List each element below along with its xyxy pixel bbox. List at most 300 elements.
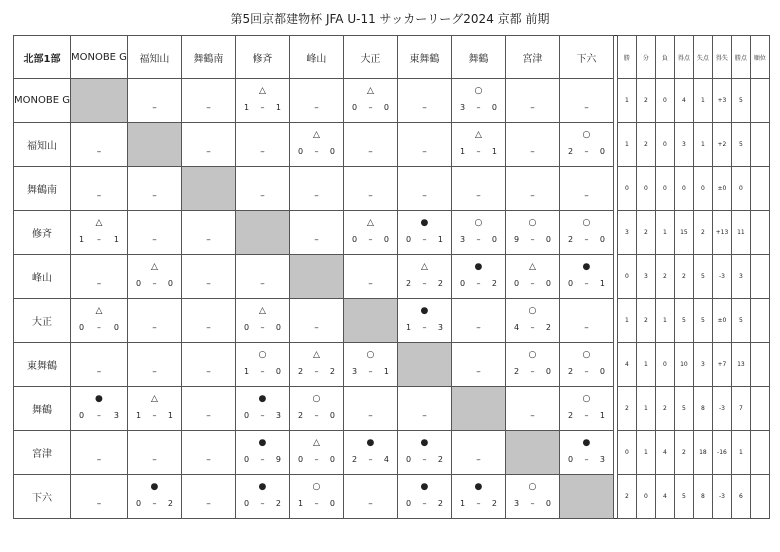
unplayed-dash: – <box>96 191 102 201</box>
goals-against: 0 <box>545 279 551 288</box>
score-separator: – <box>260 367 265 376</box>
column-header-team: 大正 <box>343 36 397 79</box>
unplayed-dash: – <box>314 323 319 333</box>
goals-for: 1 <box>459 147 466 156</box>
unplayed-dash: – <box>530 191 535 201</box>
score-separator: – <box>530 323 535 332</box>
result-cell <box>397 123 451 167</box>
goals-for: 0 <box>135 499 142 508</box>
result-cell <box>505 123 559 167</box>
unplayed-dash: – <box>206 455 211 465</box>
result-cell <box>235 431 289 475</box>
result-cell <box>181 79 235 123</box>
result-cell <box>559 79 613 123</box>
result-cell <box>505 255 559 299</box>
unplayed-dash: – <box>96 147 102 157</box>
goals-for: 2 <box>567 411 574 420</box>
goals-for: 4 <box>513 323 520 332</box>
diagonal-cell <box>289 255 343 299</box>
result-symbol: ● <box>366 438 375 448</box>
result-cell <box>397 255 451 299</box>
unplayed-dash: – <box>530 411 535 421</box>
result-symbol: △ <box>150 262 158 272</box>
result-symbol: ● <box>582 262 591 272</box>
stat-cell: 4 <box>617 343 636 387</box>
column-header-stat: 勝 <box>617 36 636 79</box>
stat-cell: 2 <box>636 211 655 255</box>
goals-against: 3 <box>275 411 281 420</box>
goals-against: 1 <box>383 367 389 376</box>
goals-against: 0 <box>545 235 551 244</box>
stat-cell <box>750 167 769 211</box>
goals-for: 1 <box>405 323 412 332</box>
result-cell <box>451 299 505 343</box>
result-cell <box>289 167 343 211</box>
goals-against: 3 <box>599 455 605 464</box>
table-row <box>14 475 770 519</box>
goals-for: 1 <box>297 499 304 508</box>
stat-cell: 0 <box>636 475 655 519</box>
result-cell <box>289 299 343 343</box>
table-row <box>14 79 770 123</box>
stat-cell: ±0 <box>712 299 731 343</box>
column-header-team: 舞鶴南 <box>181 36 235 79</box>
goals-against: 0 <box>599 235 605 244</box>
score-separator: – <box>96 323 101 332</box>
score-line <box>398 235 451 244</box>
result-cell <box>289 475 343 519</box>
result-cell <box>289 387 343 431</box>
goals-against: 3 <box>113 411 119 420</box>
result-symbol: ● <box>258 394 267 404</box>
diagonal-cell <box>559 475 613 519</box>
stat-cell <box>750 211 769 255</box>
goals-for: 0 <box>567 279 574 288</box>
result-symbol: △ <box>312 130 320 140</box>
stat-cell: 1 <box>617 79 636 123</box>
unplayed-dash: – <box>152 191 157 201</box>
diagonal-cell <box>505 431 559 475</box>
result-symbol: ○ <box>366 350 375 360</box>
column-header-team: MONOBE G <box>70 36 127 79</box>
result-symbol: △ <box>258 86 266 96</box>
score-line <box>452 279 505 288</box>
goals-for: 3 <box>459 103 466 112</box>
score-separator: – <box>260 103 265 112</box>
result-cell <box>235 299 289 343</box>
score-line <box>344 103 397 112</box>
goals-for: 0 <box>243 411 250 420</box>
column-header-team: 宮津 <box>505 36 559 79</box>
result-symbol: △ <box>150 394 158 404</box>
result-symbol: △ <box>366 218 374 228</box>
goals-for: 0 <box>459 279 466 288</box>
result-symbol: ● <box>474 482 483 492</box>
score-separator: – <box>530 279 535 288</box>
goals-against: 0 <box>491 103 497 112</box>
result-cell <box>70 123 127 167</box>
score-line <box>560 367 613 376</box>
stat-cell: 0 <box>655 79 674 123</box>
goals-against: 1 <box>599 411 605 420</box>
score-separator: – <box>260 499 265 508</box>
score-line <box>71 235 127 244</box>
result-symbol: ● <box>258 482 267 492</box>
goals-for: 2 <box>351 455 358 464</box>
score-separator: – <box>152 279 157 288</box>
stat-cell: 1 <box>617 299 636 343</box>
score-separator: – <box>422 455 427 464</box>
result-cell <box>451 211 505 255</box>
result-cell <box>235 79 289 123</box>
score-line <box>71 323 127 332</box>
result-cell <box>235 343 289 387</box>
stat-cell: 5 <box>674 299 693 343</box>
result-cell <box>397 299 451 343</box>
column-header-stat: 順位 <box>750 36 769 79</box>
result-symbol: ● <box>420 482 429 492</box>
stat-cell: 8 <box>693 475 712 519</box>
stat-cell <box>750 387 769 431</box>
goals-for: 2 <box>513 367 520 376</box>
diagonal-cell <box>181 167 235 211</box>
stat-cell: -3 <box>712 387 731 431</box>
score-separator: – <box>422 323 427 332</box>
goals-against: 2 <box>545 323 551 332</box>
goals-against: 1 <box>113 235 119 244</box>
unplayed-dash: – <box>96 279 102 289</box>
goals-for: 0 <box>405 235 412 244</box>
unplayed-dash: – <box>260 147 265 157</box>
goals-against: 0 <box>329 499 335 508</box>
diagonal-cell <box>235 211 289 255</box>
goals-for: 0 <box>351 235 358 244</box>
result-symbol: △ <box>258 306 266 316</box>
row-team-name: 福知山 <box>14 123 71 167</box>
goals-for: 0 <box>78 411 85 420</box>
result-cell <box>505 211 559 255</box>
score-line <box>236 367 289 376</box>
result-cell <box>505 387 559 431</box>
result-cell <box>559 343 613 387</box>
result-cell <box>451 343 505 387</box>
stat-cell: 1 <box>731 431 750 475</box>
score-line <box>236 455 289 464</box>
unplayed-dash: – <box>206 411 211 421</box>
result-cell <box>343 123 397 167</box>
result-symbol: ○ <box>582 130 591 140</box>
score-separator: – <box>476 279 481 288</box>
stat-cell: 11 <box>731 211 750 255</box>
result-cell <box>70 167 127 211</box>
result-symbol: △ <box>312 438 320 448</box>
unplayed-dash: – <box>314 103 319 113</box>
score-line <box>128 279 181 288</box>
result-cell <box>397 431 451 475</box>
goals-against: 0 <box>329 455 335 464</box>
score-line <box>560 279 613 288</box>
goals-against: 0 <box>599 367 605 376</box>
stat-cell: 0 <box>655 167 674 211</box>
result-cell <box>559 211 613 255</box>
stat-cell: -3 <box>712 475 731 519</box>
score-separator: – <box>422 499 427 508</box>
unplayed-dash: – <box>584 191 589 201</box>
score-line <box>506 367 559 376</box>
result-symbol: △ <box>366 86 374 96</box>
goals-against: 2 <box>491 279 497 288</box>
stat-cell <box>750 475 769 519</box>
stat-cell: 15 <box>674 211 693 255</box>
goals-against: 2 <box>491 499 497 508</box>
goals-against: 0 <box>113 323 119 332</box>
result-cell <box>343 431 397 475</box>
score-separator: – <box>314 499 319 508</box>
unplayed-dash: – <box>476 323 481 333</box>
diagonal-cell <box>70 79 127 123</box>
stat-cell: 2 <box>655 255 674 299</box>
result-cell <box>181 431 235 475</box>
score-separator: – <box>368 103 373 112</box>
unplayed-dash: – <box>368 499 373 509</box>
stat-cell: 4 <box>674 79 693 123</box>
goals-against: 2 <box>437 279 443 288</box>
goals-against: 0 <box>599 147 605 156</box>
result-cell <box>343 79 397 123</box>
goals-for: 9 <box>513 235 520 244</box>
goals-against: 9 <box>275 455 281 464</box>
unplayed-dash: – <box>476 367 481 377</box>
result-cell <box>235 255 289 299</box>
unplayed-dash: – <box>260 191 265 201</box>
result-cell <box>505 167 559 211</box>
goals-for: 1 <box>243 103 250 112</box>
stat-cell: 0 <box>617 431 636 475</box>
stat-cell: 2 <box>636 123 655 167</box>
row-team-name: 東舞鶴 <box>14 343 71 387</box>
stat-cell: 6 <box>731 475 750 519</box>
result-symbol: ● <box>582 438 591 448</box>
score-separator: – <box>476 499 481 508</box>
result-cell <box>451 431 505 475</box>
stat-cell: 2 <box>617 387 636 431</box>
result-cell <box>451 123 505 167</box>
result-symbol: ○ <box>312 394 321 404</box>
score-line <box>560 411 613 420</box>
score-separator: – <box>584 411 589 420</box>
stat-cell: 0 <box>636 167 655 211</box>
diagonal-cell <box>451 387 505 431</box>
unplayed-dash: – <box>584 103 589 113</box>
stat-cell <box>750 431 769 475</box>
unplayed-dash: – <box>476 191 481 201</box>
stat-cell <box>750 255 769 299</box>
stat-cell: 2 <box>693 211 712 255</box>
score-separator: – <box>476 235 481 244</box>
goals-against: 4 <box>383 455 389 464</box>
goals-against: 0 <box>545 499 551 508</box>
goals-for: 0 <box>297 147 304 156</box>
unplayed-dash: – <box>368 147 373 157</box>
unplayed-dash: – <box>314 235 319 245</box>
result-cell <box>181 255 235 299</box>
unplayed-dash: – <box>152 235 157 245</box>
score-line <box>236 411 289 420</box>
goals-for: 2 <box>567 367 574 376</box>
goals-for: 2 <box>405 279 412 288</box>
result-symbol: ○ <box>258 350 267 360</box>
stat-cell: 2 <box>617 475 636 519</box>
score-line <box>128 411 181 420</box>
score-separator: – <box>260 411 265 420</box>
stat-cell: 3 <box>636 255 655 299</box>
stat-cell: +13 <box>712 211 731 255</box>
goals-against: 2 <box>275 499 281 508</box>
score-separator: – <box>584 367 589 376</box>
goals-against: 1 <box>491 147 497 156</box>
score-line <box>398 279 451 288</box>
score-line <box>290 455 343 464</box>
unplayed-dash: – <box>152 455 157 465</box>
result-cell <box>343 211 397 255</box>
score-separator: – <box>96 411 101 420</box>
stat-cell: 3 <box>693 343 712 387</box>
unplayed-dash: – <box>206 323 211 333</box>
result-symbol: ○ <box>528 350 537 360</box>
score-separator: – <box>530 499 535 508</box>
result-cell <box>505 343 559 387</box>
stat-cell: 1 <box>693 79 712 123</box>
result-cell <box>127 255 181 299</box>
result-cell <box>70 343 127 387</box>
result-cell <box>289 211 343 255</box>
score-line <box>398 323 451 332</box>
stat-cell: 2 <box>636 79 655 123</box>
league-table <box>13 35 770 519</box>
stat-cell: 0 <box>693 167 712 211</box>
unplayed-dash: – <box>422 147 427 157</box>
unplayed-dash: – <box>96 499 102 509</box>
score-line <box>344 235 397 244</box>
goals-for: 1 <box>135 411 142 420</box>
stat-cell: 0 <box>655 343 674 387</box>
goals-for: 0 <box>78 323 85 332</box>
goals-for: 2 <box>297 367 304 376</box>
score-separator: – <box>584 455 589 464</box>
score-line <box>452 235 505 244</box>
score-separator: – <box>314 147 319 156</box>
row-team-name: 舞鶴 <box>14 387 71 431</box>
column-header-stat: 失点 <box>693 36 712 79</box>
column-header-team: 峰山 <box>289 36 343 79</box>
goals-against: 2 <box>437 455 443 464</box>
result-symbol: ○ <box>528 482 537 492</box>
result-cell <box>397 387 451 431</box>
score-separator: – <box>530 235 535 244</box>
result-cell <box>127 299 181 343</box>
result-cell <box>235 475 289 519</box>
score-line <box>236 499 289 508</box>
result-cell <box>505 299 559 343</box>
goals-for: 0 <box>135 279 142 288</box>
table-row <box>14 167 770 211</box>
goals-for: 0 <box>405 455 412 464</box>
goals-against: 0 <box>275 367 281 376</box>
goals-for: 3 <box>513 499 520 508</box>
result-cell <box>451 255 505 299</box>
unplayed-dash: – <box>584 323 589 333</box>
result-cell <box>397 211 451 255</box>
result-symbol: ● <box>420 438 429 448</box>
stat-cell <box>750 79 769 123</box>
result-symbol: △ <box>474 130 482 140</box>
table-row <box>14 299 770 343</box>
score-separator: – <box>368 455 373 464</box>
column-header-stat: 分 <box>636 36 655 79</box>
score-line <box>290 499 343 508</box>
stat-cell: 1 <box>636 343 655 387</box>
goals-against: 3 <box>437 323 443 332</box>
goals-against: 2 <box>167 499 173 508</box>
score-line <box>290 367 343 376</box>
result-symbol: △ <box>420 262 428 272</box>
stat-cell: 2 <box>636 299 655 343</box>
table-row <box>14 211 770 255</box>
result-cell <box>397 167 451 211</box>
result-cell <box>235 387 289 431</box>
result-cell <box>451 475 505 519</box>
result-cell <box>181 299 235 343</box>
row-team-name: MONOBE G <box>14 79 71 123</box>
row-team-name: 修斉 <box>14 211 71 255</box>
unplayed-dash: – <box>260 279 265 289</box>
result-symbol: △ <box>95 306 103 316</box>
goals-for: 1 <box>459 499 466 508</box>
result-cell <box>451 167 505 211</box>
score-separator: – <box>368 367 373 376</box>
score-separator: – <box>260 455 265 464</box>
result-symbol: ● <box>150 482 159 492</box>
stat-cell <box>750 299 769 343</box>
score-separator: – <box>260 323 265 332</box>
table-row <box>14 387 770 431</box>
score-line <box>236 103 289 112</box>
result-cell <box>235 123 289 167</box>
stat-cell: -16 <box>712 431 731 475</box>
stat-cell: 4 <box>655 475 674 519</box>
score-line <box>506 279 559 288</box>
unplayed-dash: – <box>368 191 373 201</box>
stat-cell: 2 <box>674 431 693 475</box>
score-line <box>236 323 289 332</box>
result-cell <box>127 211 181 255</box>
stat-cell: 1 <box>617 123 636 167</box>
result-symbol: ○ <box>582 218 591 228</box>
stat-cell: 3 <box>731 255 750 299</box>
stat-cell: 0 <box>655 123 674 167</box>
row-team-name: 大正 <box>14 299 71 343</box>
score-line <box>290 411 343 420</box>
unplayed-dash: – <box>368 411 373 421</box>
stat-cell: 1 <box>693 123 712 167</box>
goals-for: 1 <box>78 235 85 244</box>
result-cell <box>181 211 235 255</box>
stat-cell: 5 <box>674 475 693 519</box>
goals-for: 0 <box>351 103 358 112</box>
score-line <box>452 147 505 156</box>
result-symbol: ○ <box>528 218 537 228</box>
result-cell <box>559 387 613 431</box>
